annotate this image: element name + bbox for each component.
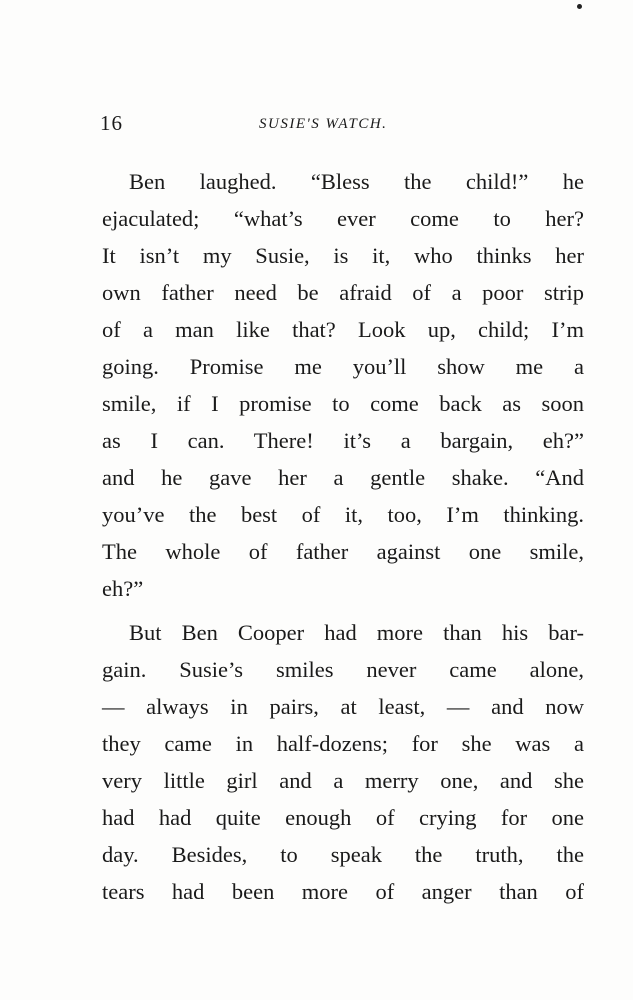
paragraph-2 bbox=[102, 614, 584, 910]
page-header bbox=[100, 110, 585, 136]
running-head: SUSIE'S WATCH. bbox=[259, 116, 388, 132]
text-line: day. Besides, to speak the truth, the bbox=[102, 842, 584, 867]
text-line: smile, if I promise to come back as soon bbox=[102, 391, 584, 416]
body-text bbox=[102, 163, 584, 910]
text-line: Ben laughed. “Bless the child!” he bbox=[129, 169, 584, 194]
text-line: going. Promise me you’ll show me a bbox=[102, 354, 584, 379]
text-line: of a man like that? Look up, child; I’m bbox=[102, 317, 584, 342]
text-line: and he gave her a gentle shake. “And bbox=[102, 465, 584, 490]
paragraph-1 bbox=[102, 163, 584, 607]
text-line: eh?” bbox=[102, 576, 144, 601]
text-line: very little girl and a merry one, and she bbox=[102, 768, 584, 793]
text-line: had had quite enough of crying for one bbox=[102, 805, 584, 830]
page-number: 16 bbox=[100, 111, 123, 135]
text-line: It isn’t my Susie, is it, who thinks her bbox=[102, 243, 584, 268]
text-line: — always in pairs, at least, — and now bbox=[102, 694, 584, 719]
text-line: gain. Susie’s smiles never came alone, bbox=[102, 657, 584, 682]
text-line: own father need be afraid of a poor strip bbox=[102, 280, 584, 305]
text-line: The whole of father against one smile, bbox=[102, 539, 584, 564]
text-line: you’ve the best of it, too, I’m thinking. bbox=[102, 502, 584, 527]
paragraph-spacer bbox=[102, 607, 584, 614]
text-line: But Ben Cooper had more than his bar- bbox=[129, 620, 584, 645]
text-line: as I can. There! it’s a bargain, eh?” bbox=[102, 428, 584, 453]
text-line: they came in half-dozens; for she was a bbox=[102, 731, 584, 756]
ink-speck bbox=[577, 4, 582, 9]
text-line: ejaculated; “what’s ever come to her? bbox=[102, 206, 584, 231]
text-line: tears had been more of anger than of bbox=[102, 879, 584, 904]
